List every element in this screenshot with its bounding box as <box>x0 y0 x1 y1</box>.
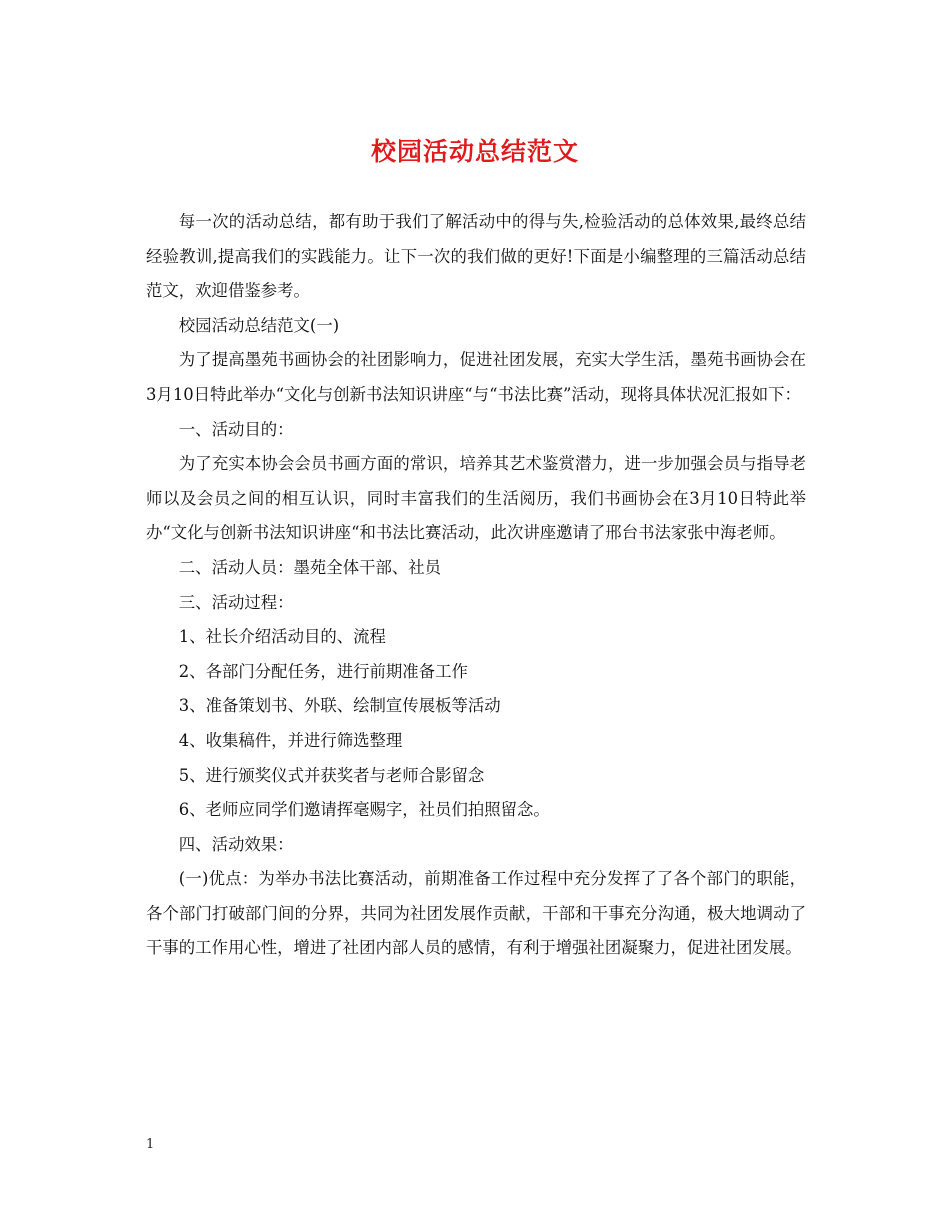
paragraph-heading-process: 三、活动过程： <box>178 592 294 612</box>
list-item-process-3: 3、准备策划书、外联、绘制宣传展板等活动 <box>178 696 501 716</box>
paragraph-purpose: 为了充实本协会会员书画方面的常识，培养其艺术鉴赏潜力，进一步加强会员与指导老师以及会员之间的相互认识，同时丰富我们的生活阅历，我们书画协会在3月10日特此举办“文化与创新书法知识讲座“和书法比赛活动，此次讲座邀请了邢台书法家张中海老师。 <box>146 454 806 543</box>
paragraph-background: 为了提高墨苑书画协会的社团影响力，促进社团发展，充实大学生活，墨苑书画协会在3月10日特此举办“文化与创新书法知识讲座“与“书法比赛”活动，现将具体状况汇报如下： <box>146 350 806 404</box>
list-item-process-2: 2、各部门分配任务，进行前期准备工作 <box>178 661 468 681</box>
paragraph-advantages: (一)优点：为举办书法比赛活动，前期准备工作过程中充分发挥了了各个部门的职能，各个部门打破部门间的分界，共同为社团发展作贡献，干部和干事充分沟通，极大地调动了干事的工作用心性，增进了社团内部人员的感情，有利于增强社团凝聚力，促进社团发展。 <box>146 869 806 958</box>
list-item-process-6: 6、老师应同学们邀请挥毫赐字，社员们拍照留念。 <box>178 800 550 820</box>
paragraph-intro: 每一次的活动总结，都有助于我们了解活动中的得与失,检验活动的总体效果,最终总结经验教训,提高我们的实践能力。让下一次的我们做的更好!下面是小编整理的三篇活动总结范文，欢迎借鉴参考。 <box>146 212 806 301</box>
list-item-process-1: 1、社长介绍活动目的、流程 <box>178 627 386 647</box>
paragraph-heading-effect: 四、活动效果： <box>178 834 294 854</box>
paragraph-section-heading: 校园活动总结范文(一) <box>178 315 340 335</box>
list-item-process-4: 4、收集稿件，并进行筛选整理 <box>178 730 403 750</box>
list-item-process-5: 5、进行颁奖仪式并获奖者与老师合影留念 <box>178 765 485 785</box>
document-body <box>146 205 806 966</box>
paragraph-heading-purpose: 一、活动目的： <box>178 419 294 439</box>
page-number: 1 <box>146 1137 155 1152</box>
document-title: 校园活动总结范文 <box>370 137 579 166</box>
paragraph-participants: 二、活动人员：墨苑全体干部、社员 <box>178 557 442 577</box>
